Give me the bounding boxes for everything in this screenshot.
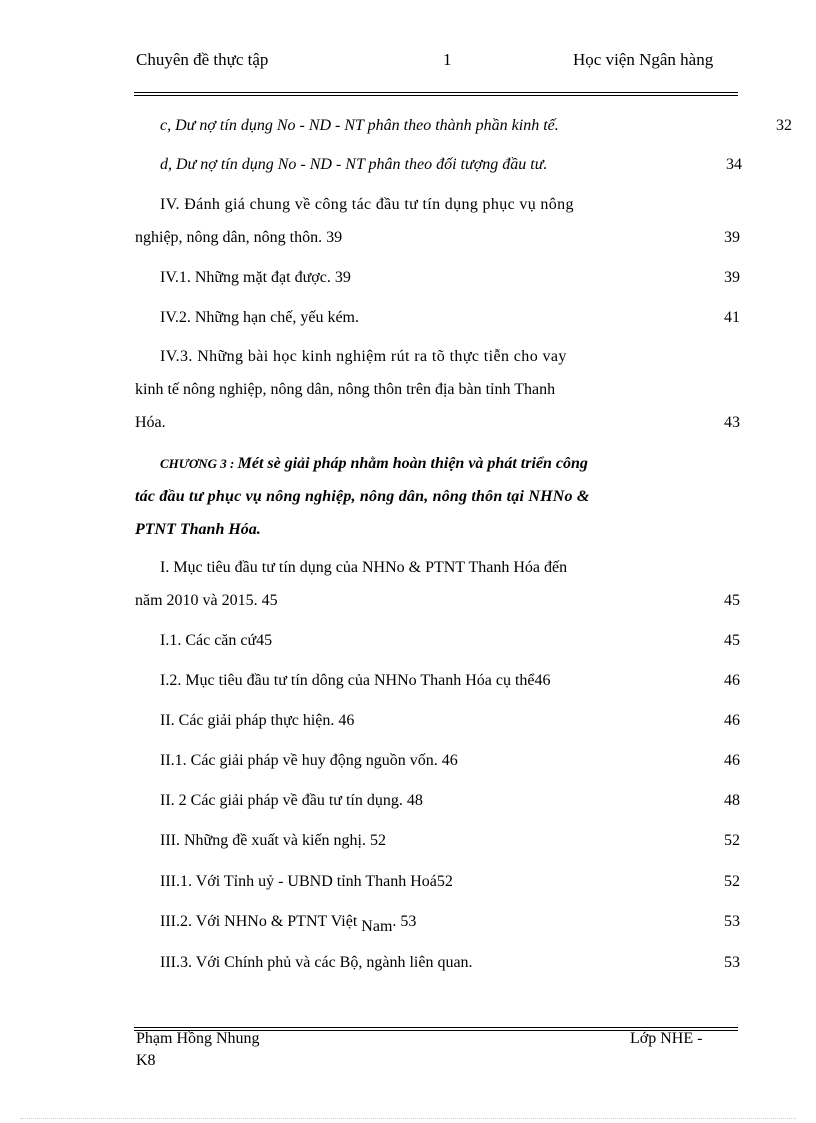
toc-entry-iii2-text [160, 913, 417, 935]
page-bottom-dotted-border [20, 1118, 796, 1119]
toc-entry-ii1-page: 46 [724, 752, 740, 769]
toc-entry-iv-line1: IV. Đánh giá chung về công tác đầu tư tín dụng phục vụ nông [160, 196, 574, 213]
chapter-3-title-part1: Mét sè giải pháp nhằm hoàn thiện và phát triển công [237, 455, 588, 472]
header-left-title: Chuyên đề thực tập [136, 50, 269, 69]
toc-entry-i1-text: I.1. Các căn cứ45 [160, 632, 273, 649]
toc-entry-i2-text: I.2. Mục tiêu đầu tư tín dông của NHNo Thanh Hóa cụ thể46 [160, 672, 551, 689]
toc-entry-c-page: 32 [776, 117, 792, 134]
header-page-number: 1 [443, 50, 452, 69]
header-right-title: Học viện Ngân hàng [573, 50, 714, 69]
toc-entry-i-page: 45 [724, 592, 740, 609]
toc-entry-iv-page: 39 [724, 229, 740, 246]
footer-class-suffix: K8 [136, 1052, 156, 1069]
toc-entry-ii1-text: II.1. Các giải pháp về huy động nguồn vốn. 46 [160, 752, 458, 769]
toc-entry-iv3-line3: Hóa. [135, 414, 166, 431]
toc-entry-iv3-line2: kinh tế nông nghiệp, nông dân, nông thôn trên địa bàn tỉnh Thanh [135, 381, 556, 398]
toc-entry-c-text: c, Dư nợ tín dụng No - ND - NT phân theo thành phần kinh tế. [160, 117, 559, 134]
toc-entry-iii2-page: 53 [724, 913, 740, 930]
toc-entry-d-page: 34 [726, 156, 742, 173]
toc-entry-ii-text: II. Các giải pháp thực hiện. 46 [160, 712, 355, 729]
toc-entry-iv1-page: 39 [724, 269, 740, 286]
toc-entry-ii-page: 46 [724, 712, 740, 729]
toc-entry-iv-line2: nghiệp, nông dân, nông thôn. 39 [135, 229, 343, 246]
header-rule [134, 92, 738, 96]
toc-entry-iii3-page: 53 [724, 954, 740, 971]
toc-entry-iv2-text: IV.2. Những hạn chế, yếu kém. [160, 309, 359, 326]
toc-entry-iii2-tail: . 53 [392, 913, 417, 930]
toc-entry-iv1-text: IV.1. Những mặt đạt được. 39 [160, 269, 351, 286]
toc-entry-ii2-page: 48 [724, 792, 740, 809]
toc-entry-i-line1: I. Mục tiêu đầu tư tín dụng của NHNo & PTNT Thanh Hóa đến [160, 559, 568, 576]
toc-entry-i2-page: 46 [724, 672, 740, 689]
toc-entry-iii2-main: III.2. Với NHNo & PTNT Việt [160, 913, 362, 930]
toc-entry-iii1-page: 52 [724, 873, 740, 890]
toc-entry-d-text: d, Dư nợ tín dụng No - ND - NT phân theo đối tượng đầu tư. [160, 156, 548, 173]
toc-entry-iv3-line1: IV.3. Những bài học kinh nghiệm rút ra tõ thực tiễn cho vay [160, 348, 567, 365]
toc-entry-iii2-sub: Nam [361, 918, 393, 935]
chapter-3-line1 [160, 455, 588, 473]
toc-entry-iii1-text: III.1. Với Tỉnh uỷ - UBND tỉnh Thanh Hoá52 [160, 873, 453, 890]
footer-class: Lớp NHE - [630, 1030, 703, 1047]
chapter-3-label: CHƯƠNG 3 : [160, 456, 238, 471]
chapter-3-line2: tác đầu tư phục vụ nông nghiệp, nông dân, nông thôn tại NHNo & [135, 488, 590, 505]
toc-entry-iv2-page: 41 [724, 309, 740, 326]
toc-entry-i-line2: năm 2010 và 2015. 45 [135, 592, 278, 609]
toc-entry-iv3-page: 43 [724, 414, 740, 431]
toc-entry-iii-text: III. Những đề xuất và kiến nghị. 52 [160, 832, 386, 849]
toc-entry-ii2-text: II. 2 Các giải pháp về đầu tư tín dụng. 48 [160, 792, 423, 809]
chapter-3-line3: PTNT Thanh Hóa. [135, 521, 261, 538]
toc-entry-i1-page: 45 [724, 632, 740, 649]
toc-entry-iii-page: 52 [724, 832, 740, 849]
footer-author: Phạm Hồng Nhung [136, 1030, 260, 1047]
toc-entry-iii3-text: III.3. Với Chính phủ và các Bộ, ngành liên quan. [160, 954, 473, 971]
